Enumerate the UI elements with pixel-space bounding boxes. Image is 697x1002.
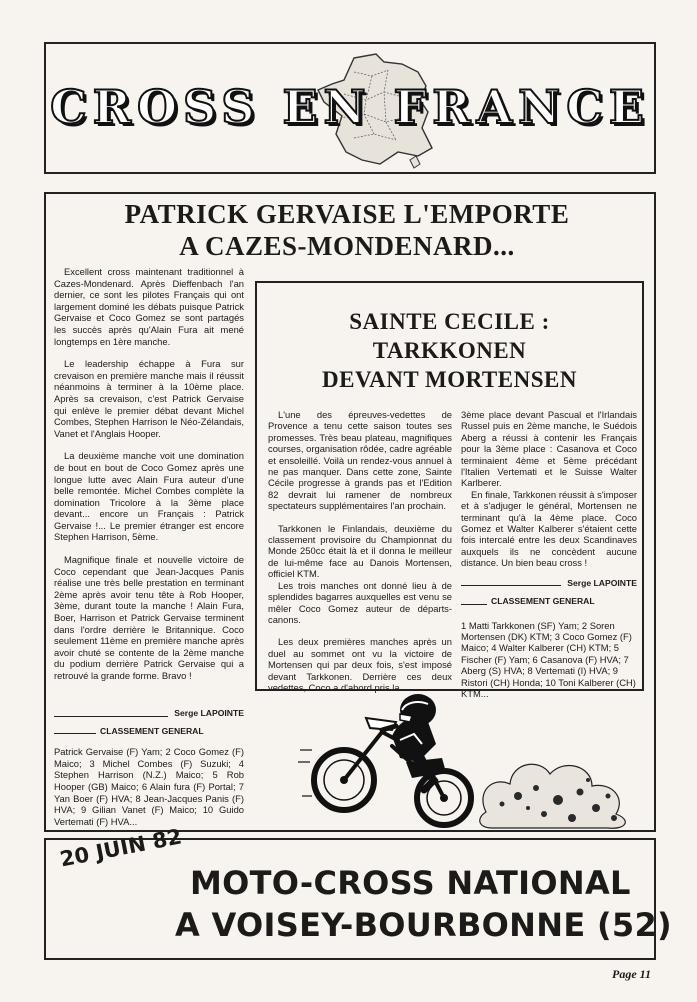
article1-author: Serge LAPOINTE: [174, 708, 244, 718]
article1-classement-label: CLASSEMENT GENERAL: [100, 725, 204, 736]
byline-rule: [54, 716, 168, 717]
article2-paragraph: En finale, Tarkkonen réussit à s'imposer et à s'adjuger le général, Mortensen ne terminant qu'à la 4ème place. Coco Gomez et Walter Kalberer s'étaient cette fois intercalé entre les deux Scandinaves auxquels ils ne concèdent aucune distance. Un bien beau cross !: [461, 488, 637, 569]
event-title: [175, 862, 672, 946]
article1-paragraph: La deuxième manche voit une domination de bout en bout de Coco Gomez après une longue lutte avec Alain Fura auteur d'une belle remontée. Michel Combes complète la domination Tricolore à la 3ème place devant... encore un Français : Patrick Gervaise !... Le premier étranger est encore Stephen Harrison, 5ème.: [54, 450, 244, 543]
article2-paragraph: 3ème place devant Pascual et l'Irlandais Russel puis en 2ème manche, le Suédois Aberg a réussi à contenir les Français pour la 3ème place : Casanova et Coco terminaient 4ème et 5ème précédant l'Italien Vertemati et le Suisse Walter Karlberer.: [461, 409, 637, 489]
article2-paragraph: Les trois manches ont donné lieu à de splendides bagarres auxquelles est venu se mêler Coco Gomez auteur de départs-canons.: [268, 579, 452, 625]
byline-rule: [461, 585, 561, 586]
article1-headline: [60, 198, 634, 262]
article2-headline-line2: TARKKONEN: [372, 338, 527, 363]
article2-headline-line1: SAINTE CECILE :: [349, 309, 550, 334]
article1-byline: [54, 708, 244, 720]
event-date: 20 JUIN 82: [58, 824, 184, 872]
masthead-title: CROSS EN FRANCE: [50, 80, 650, 134]
article1-paragraph: Le leadership échappe à Fura sur crevaison en première manche mais il réussit néanmoins à terminer à la 10ème place. Après sa crevaison, c'est Patrick Gervaise qui enlève le premier débat devant Michel Combes, Stephen Harrison le Néo-Zélandais, Vanet et l'Anglais Hooper.: [54, 358, 244, 439]
article1-paragraph: Excellent cross maintenant traditionnel à Cazes-Mondenard. Après Dieffenbach l'an dernier, ce sont les pilotes Français qui ont largement dominé les débats puisque Patrick Gervaise et Coco Gomez se sont partagés les succès après qu'Alain Fura ait mené longtemps en 1ère manche.: [54, 266, 244, 347]
page-number: Page 11: [612, 967, 651, 981]
classement-rule: [461, 604, 487, 605]
article2-paragraph: Tarkkonen le Finlandais, deuxième du classement provisoire du Championnat du Monde 250cc était là et il donna le meilleur de lui-même face au Danois Mortensen, officiel KTM.: [268, 522, 452, 580]
article1-body: [54, 266, 244, 693]
article2-body-left: [268, 409, 452, 704]
event-title-line1: MOTO-CROSS NATIONAL: [190, 864, 631, 902]
article1-footer: [54, 708, 244, 827]
article1-paragraph: Magnifique finale et nouvelle victoire de Coco cependant que Jean-Jacques Panis réalise une très belle prestation en terminant 2ème après avoir tenu tête à Rob Hooper, 3ème, durant toute la manche ! Alain Fura, Boer, Harrison et Patrick Gervaise terminent dans l'ordre derrière le Britannique. Coco seulement 11ème en première manche après avoir chuté se contente de la 2ème manche du podium derrière Patrick Gervaise qui a retrouvé la grande forme. Bravo !: [54, 554, 244, 681]
classement-rule: [54, 733, 96, 734]
article2-results: 1 Matti Tarkkonen (SF) Yam; 2 Soren Mortensen (DK) KTM; 3 Coco Gomez (F) Maico; 4 Walter Kalberer (CH) KTM; 5 Fischer (F) Yam; 6 Casanova (F) HVA; 7 Aberg (S) HVA; 8 Vertemati (I) HVA; 9 Ristori (CH) Honda; 10 Toni Kalberer (CH) KTM...: [461, 619, 636, 699]
article1-results: Patrick Gervaise (F) Yam; 2 Coco Gomez (F) Maico; 3 Michel Combes (F) Suzuki; 4 Stephen Harrison (N.Z.) Maico; 5 Rob Hooper (GB) Maico; 6 Alain fura (F) Portal; 7 Yan Boer (F) HVA; 8 Jean-Jacques Panis (F) HVA; 9 Gilian Vanet (F) Maico; 10 Guido Vertemati (F) HVA...: [54, 746, 244, 827]
masthead: [44, 42, 656, 174]
article2-paragraph: Les deux premières manches après un duel au sommet ont vu la victoire de Mortensen qui par deux fois, s'est imposé devant Tarkkonen. Derrière ces deux vedettes, Coco a d'abord pris la: [268, 636, 452, 693]
article2-headline-line3: DEVANT MORTENSEN: [322, 367, 577, 392]
article2-author: Serge LAPOINTE: [567, 577, 637, 588]
article1-classement-heading: [54, 726, 244, 738]
article2-classement-heading: [461, 596, 637, 607]
article2-headline: [262, 307, 637, 394]
event-title-line2: A VOISEY-BOURBONNE (52): [175, 906, 672, 944]
article2-byline: [461, 578, 637, 589]
article1-headline-line1: PATRICK GERVAISE L'EMPORTE: [124, 199, 570, 229]
article2-body-right: [461, 409, 637, 699]
article2-classement-label: CLASSEMENT GENERAL: [491, 596, 595, 607]
motocross-rider-cartoon: [296, 692, 656, 830]
article2-paragraph: L'une des épreuves-vedettes de Provence a tenu cette saison toutes ses promesses. Très beau plateau, magnifiques courses, organisation rôdée, cadre agréable et ensoleillé. Voilà un rendez-vous annuel à ne pas manquer. Dans cette zone, Sainte Cécile progresse à grands pas et l'Edition 82 devrait lui ramener de nombreux spectateurs supplémentaires l'an prochain.: [268, 409, 452, 512]
article1-headline-line2: A CAZES-MONDENARD...: [179, 231, 515, 261]
